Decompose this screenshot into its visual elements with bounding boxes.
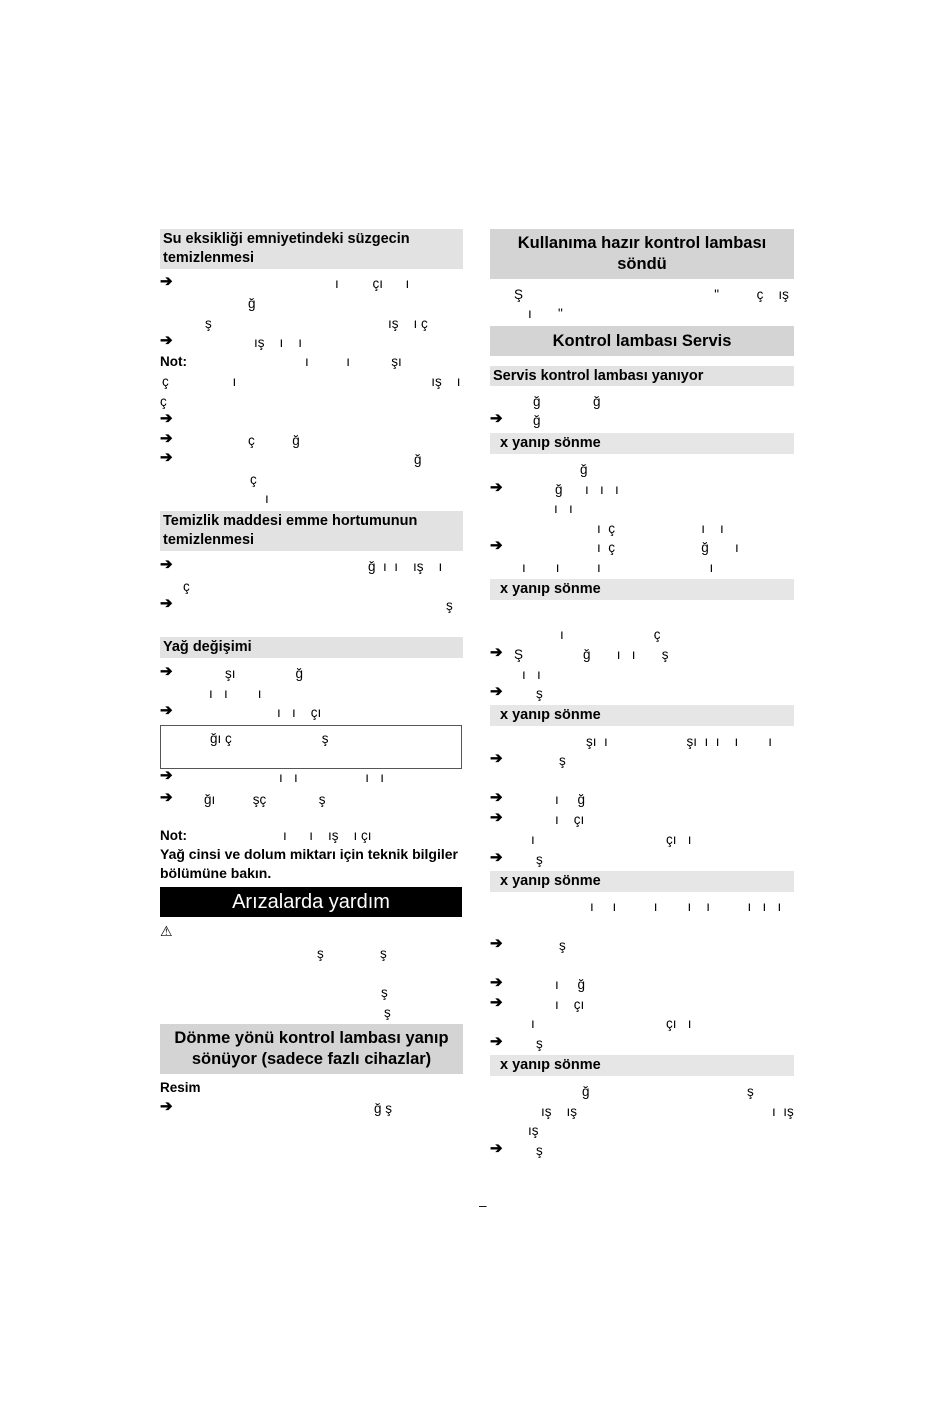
subsection-title-blink: x yanıp sönme: [490, 1055, 794, 1076]
subsection-title-service-on: Servis kontrol lambası yanıyor: [490, 366, 794, 386]
text-line: ş: [384, 1005, 391, 1020]
arrow-icon: ➔: [160, 767, 173, 784]
section-title-ready-lamp: Kullanıma hazır kontrol lambası söndü: [490, 229, 794, 279]
text-line: ğ ş: [374, 1101, 393, 1116]
text-line: ı ı ı ı: [522, 560, 714, 575]
text-line: ı ı: [522, 667, 541, 682]
text-line: ı ı çı: [277, 705, 322, 720]
arrow-icon: ➔: [490, 410, 503, 427]
text-line: ı ç ı ı: [597, 521, 724, 536]
text-line: ş: [559, 753, 566, 768]
text-line: ş: [536, 1036, 543, 1051]
text-line: Ş ğ ı ı ş: [514, 647, 669, 662]
text-line: ı ı ı ı: [279, 770, 385, 785]
text-line: ğı şç ş: [204, 792, 326, 807]
text-line: ş: [536, 686, 543, 701]
text-line: ç: [183, 579, 190, 594]
section-title-rotation: Dönme yönü kontrol lambası yanıp sönüyor (sadece fazlı cihazlar): [160, 1024, 463, 1074]
subsection-title-blink: x yanıp sönme: [490, 705, 794, 726]
arrow-icon: ➔: [160, 595, 173, 612]
text-line: ç: [250, 472, 257, 487]
text-line: ç ğ: [248, 433, 300, 448]
note-label: Not:: [160, 828, 187, 843]
troubleshooting-title: Arızalarda yardım: [160, 887, 462, 917]
figure-label: Resim: [160, 1080, 201, 1095]
arrow-icon: ➔: [490, 974, 503, 991]
arrow-icon: ➔: [160, 789, 173, 806]
arrow-icon: ➔: [490, 644, 503, 661]
page-mark: –: [479, 1198, 487, 1213]
text-line: ğ ş: [582, 1084, 754, 1099]
text-line: ş: [536, 852, 543, 867]
arrow-icon: ➔: [160, 273, 173, 290]
arrow-icon: ➔: [160, 449, 173, 466]
note-label: Not:: [160, 354, 187, 369]
text-line: ı çı: [555, 997, 585, 1012]
text-line: ış: [528, 1123, 539, 1138]
arrow-icon: ➔: [490, 750, 503, 767]
text-line: ı çı ı: [531, 1016, 692, 1031]
text-line: ı ı ı: [209, 686, 262, 701]
arrow-icon: ➔: [490, 809, 503, 826]
text-line: ğ ı ı ış ı: [368, 559, 443, 574]
text-line: ı ": [528, 306, 563, 321]
text-line: ş: [559, 938, 566, 953]
text-line: ğ: [248, 296, 256, 311]
text-line: ğ ı ı ı: [555, 482, 619, 497]
text-line: ı ı ı ı ı ı ı ı: [590, 899, 782, 914]
text-line: ı ğ: [555, 792, 586, 807]
text-line: ğ ğ: [533, 394, 601, 409]
section-title-oil: Yağ değişimi: [160, 637, 463, 658]
text-line: ş ş: [317, 946, 387, 961]
text-line: ı ı şı: [305, 354, 402, 369]
text-line: ş: [381, 985, 388, 1000]
text-line: ı çı: [555, 812, 585, 827]
arrow-icon: ➔: [490, 1140, 503, 1157]
text-line: ış ış ı ış: [541, 1104, 794, 1119]
text-line: şı ı şı ı ı ı ı: [586, 734, 773, 749]
text-line: ı çı ı: [335, 276, 410, 291]
arrow-icon: ➔: [160, 663, 173, 680]
arrow-icon: ➔: [160, 332, 173, 349]
warning-icon: ⚠: [160, 923, 173, 939]
text-line: ğ: [580, 462, 588, 477]
text-line: ı ç ğ ı: [597, 540, 739, 555]
text-line: Ş " ç ış: [514, 287, 789, 302]
arrow-icon: ➔: [160, 410, 173, 427]
subsection-title-blink: x yanıp sönme: [490, 579, 794, 600]
text-line: ç ı ış ı: [162, 374, 461, 389]
notice-text: ğı ç ş: [210, 731, 329, 746]
text-line: ğ: [414, 452, 422, 467]
text-line: ş ış ı ç: [205, 316, 428, 331]
text-line: ış ı ı: [254, 335, 303, 350]
text-line: ı çı ı: [531, 832, 692, 847]
arrow-icon: ➔: [160, 556, 173, 573]
arrow-icon: ➔: [160, 1098, 173, 1115]
text-line: ı: [265, 491, 269, 506]
arrow-icon: ➔: [490, 479, 503, 496]
text-line: ı ı: [554, 501, 573, 516]
arrow-icon: ➔: [490, 849, 503, 866]
text-line: ş: [446, 598, 453, 613]
text-line: ı ç: [560, 627, 661, 642]
text-line: şı ğ: [225, 666, 304, 681]
text-line: ı ğ: [555, 977, 586, 992]
arrow-icon: ➔: [490, 537, 503, 554]
section-title-hose: Temizlik maddesi emme hortumunun temizlenmesi: [160, 511, 463, 551]
text-line: ı ı ış ı çı: [283, 828, 372, 843]
arrow-icon: ➔: [160, 702, 173, 719]
arrow-icon: ➔: [490, 1033, 503, 1050]
text-line: ğ: [533, 413, 541, 428]
section-title-strainer: Su eksikliği emniyetindeki süzgecin temizlenmesi: [160, 229, 463, 269]
notice-box: [160, 725, 462, 769]
subsection-title-blink: x yanıp sönme: [490, 433, 794, 454]
text-line: ç: [160, 394, 167, 409]
arrow-icon: ➔: [490, 683, 503, 700]
subsection-title-blink: x yanıp sönme: [490, 871, 794, 892]
text-line: ş: [536, 1143, 543, 1158]
oil-info-text: Yağ cinsi ve dolum miktarı için teknik bilgiler bölümüne bakın.: [160, 846, 458, 881]
arrow-icon: ➔: [490, 789, 503, 806]
arrow-icon: ➔: [160, 430, 173, 447]
arrow-icon: ➔: [490, 935, 503, 952]
arrow-icon: ➔: [490, 994, 503, 1011]
section-title-service-lamp: Kontrol lambası Servis: [490, 326, 794, 356]
